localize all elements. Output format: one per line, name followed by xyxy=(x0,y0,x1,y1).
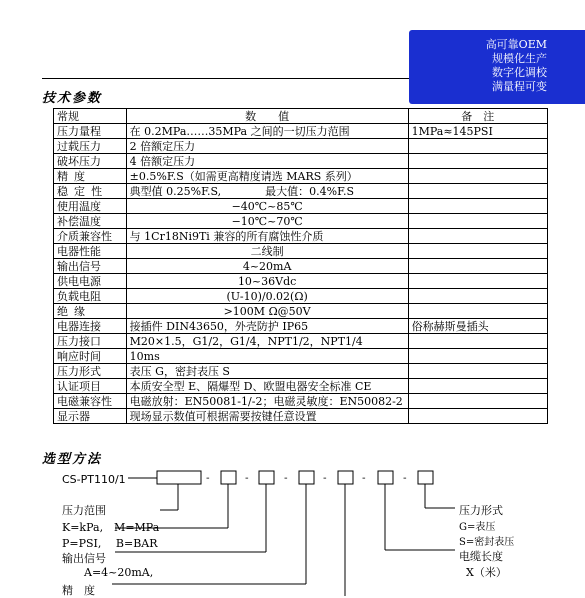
header-cell: 备 注 xyxy=(408,109,547,124)
param-cell: 响应时间 xyxy=(54,349,127,364)
table-row xyxy=(54,139,548,154)
note-cell xyxy=(408,289,547,304)
range-title: 压力范围 xyxy=(62,504,106,517)
feature-banner xyxy=(409,30,585,104)
output-title: 输出信号 xyxy=(62,552,106,565)
banner-line: 满量程可变 xyxy=(492,80,547,93)
value-cell: 与 1Cr18Ni9Ti 兼容的所有腐蚀性介质 xyxy=(126,229,408,244)
code-box-output xyxy=(221,471,236,484)
cable-unit: X（米） xyxy=(466,566,507,579)
param-cell: 破坏压力 xyxy=(54,154,127,169)
param-cell: 认证项目 xyxy=(54,379,127,394)
param-cell: 压力量程 xyxy=(54,124,127,139)
table-row xyxy=(54,289,548,304)
table-row xyxy=(54,199,548,214)
spec-table xyxy=(53,108,548,424)
note-cell xyxy=(408,199,547,214)
param-cell: 压力形式 xyxy=(54,364,127,379)
note-cell xyxy=(408,244,547,259)
table-row xyxy=(54,334,548,349)
table-row xyxy=(54,184,548,199)
note-cell xyxy=(408,364,547,379)
svg-text:-: - xyxy=(206,473,210,484)
range-option: K=kPa, M=MPa xyxy=(62,521,160,534)
header-cell: 常规 xyxy=(54,109,127,124)
code-box-accuracy xyxy=(259,471,274,484)
form-option: G=表压 xyxy=(459,522,496,533)
table-row xyxy=(54,154,548,169)
value-cell: 10~36Vdc xyxy=(126,274,408,289)
header-cell: 数 值 xyxy=(126,109,408,124)
value-cell: 本质安全型 E、隔爆型 D、欧盟电器安全标准 CE xyxy=(126,379,408,394)
value-cell: 4~20mA xyxy=(126,259,408,274)
form-title: 压力形式 xyxy=(459,504,503,517)
note-cell xyxy=(408,274,547,289)
svg-text:-: - xyxy=(284,473,288,484)
param-cell: 过载压力 xyxy=(54,139,127,154)
value-cell: 4 倍额定压力 xyxy=(126,154,408,169)
table-row xyxy=(54,244,548,259)
value-cell: 典型值 0.25%F.S, 最大值：0.4%F.S xyxy=(126,184,408,199)
value-cell: 电磁放射：EN50081-1/-2；电磁灵敏度：EN50082-2 xyxy=(126,394,408,409)
value-cell: −10℃~70℃ xyxy=(126,214,408,229)
note-cell xyxy=(408,349,547,364)
value-cell: 在 0.2MPa……35MPa 之间的一切压力范围 xyxy=(126,124,408,139)
table-row xyxy=(54,379,548,394)
param-cell: 使用温度 xyxy=(54,199,127,214)
form-option: S=密封表压 xyxy=(459,537,515,548)
output-option: A=4~20mA, xyxy=(84,566,154,579)
param-cell: 绝缘 xyxy=(54,304,127,319)
banner-line: 数字化调校 xyxy=(492,66,547,79)
table-row xyxy=(54,319,548,334)
note-cell xyxy=(408,139,547,154)
note-cell xyxy=(408,394,547,409)
table-row xyxy=(54,409,548,424)
value-cell: (U-10)/0.02(Ω) xyxy=(126,289,408,304)
banner-line: 高可靠OEM xyxy=(485,38,547,51)
note-cell xyxy=(408,409,547,424)
svg-text:-: - xyxy=(245,473,249,484)
banner-line: 规模化生产 xyxy=(492,52,547,65)
code-box-range xyxy=(157,471,201,484)
param-cell: 电器连接 xyxy=(54,319,127,334)
note-cell xyxy=(408,214,547,229)
table-header-row xyxy=(54,109,548,124)
param-cell: 精度 xyxy=(54,169,127,184)
cable-title: 电缆长度 xyxy=(459,550,503,563)
table-row xyxy=(54,394,548,409)
table-row xyxy=(54,259,548,274)
param-cell: 显示器 xyxy=(54,409,127,424)
note-cell xyxy=(408,169,547,184)
value-cell: 10ms xyxy=(126,349,408,364)
table-row xyxy=(54,124,548,139)
section-title-select: 选型方法 xyxy=(42,452,103,467)
section-title-specs: 技术参数 xyxy=(42,91,103,106)
value-cell: ±0.5%F.S（如需更高精度请选 MARS 系列） xyxy=(126,169,408,184)
note-cell xyxy=(408,379,547,394)
table-row xyxy=(54,169,548,184)
param-cell: 稳定性 xyxy=(54,184,127,199)
svg-text:-: - xyxy=(362,473,366,484)
param-cell: 补偿温度 xyxy=(54,214,127,229)
value-cell: −40℃~85℃ xyxy=(126,199,408,214)
note-cell xyxy=(408,154,547,169)
value-cell: M20×1.5，G1/2，G1/4，NPT1/2，NPT1/4 xyxy=(126,334,408,349)
note-cell: 1MPa≈145PSI xyxy=(408,124,547,139)
code-box-extra xyxy=(338,471,353,484)
code-box-connector xyxy=(299,471,314,484)
note-cell xyxy=(408,334,547,349)
note-cell xyxy=(408,259,547,274)
svg-text:-: - xyxy=(323,473,327,484)
param-cell: 供电电源 xyxy=(54,274,127,289)
value-cell: 现场显示数值可根据需要按键任意设置 xyxy=(126,409,408,424)
param-cell: 电器性能 xyxy=(54,244,127,259)
svg-text:-: - xyxy=(403,473,407,484)
value-cell: 表压 G，密封表压 S xyxy=(126,364,408,379)
value-cell: 接插件 DIN43650，外壳防护 IP65 xyxy=(126,319,408,334)
value-cell: 二线制 xyxy=(126,244,408,259)
table-row xyxy=(54,229,548,244)
param-cell: 压力接口 xyxy=(54,334,127,349)
param-cell: 输出信号 xyxy=(54,259,127,274)
value-cell: 2 倍额定压力 xyxy=(126,139,408,154)
code-box-form xyxy=(418,471,433,484)
code-box-cable xyxy=(378,471,393,484)
param-cell: 介质兼容性 xyxy=(54,229,127,244)
table-row xyxy=(54,349,548,364)
table-row xyxy=(54,214,548,229)
table-row xyxy=(54,364,548,379)
accuracy-title: 精 度 xyxy=(62,584,95,597)
param-cell: 负载电阻 xyxy=(54,289,127,304)
note-cell xyxy=(408,229,547,244)
note-cell xyxy=(408,184,547,199)
header-rule xyxy=(42,78,409,79)
value-cell: >100M Ω@50V xyxy=(126,304,408,319)
note-cell: 俗称赫斯曼插头 xyxy=(408,319,547,334)
table-row xyxy=(54,274,548,289)
note-cell xyxy=(408,304,547,319)
param-cell: 电磁兼容性 xyxy=(54,394,127,409)
model-prefix: CS-PT110/1 xyxy=(62,473,126,486)
table-row xyxy=(54,304,548,319)
range-option: P=PSI, B=BAR xyxy=(62,537,158,550)
